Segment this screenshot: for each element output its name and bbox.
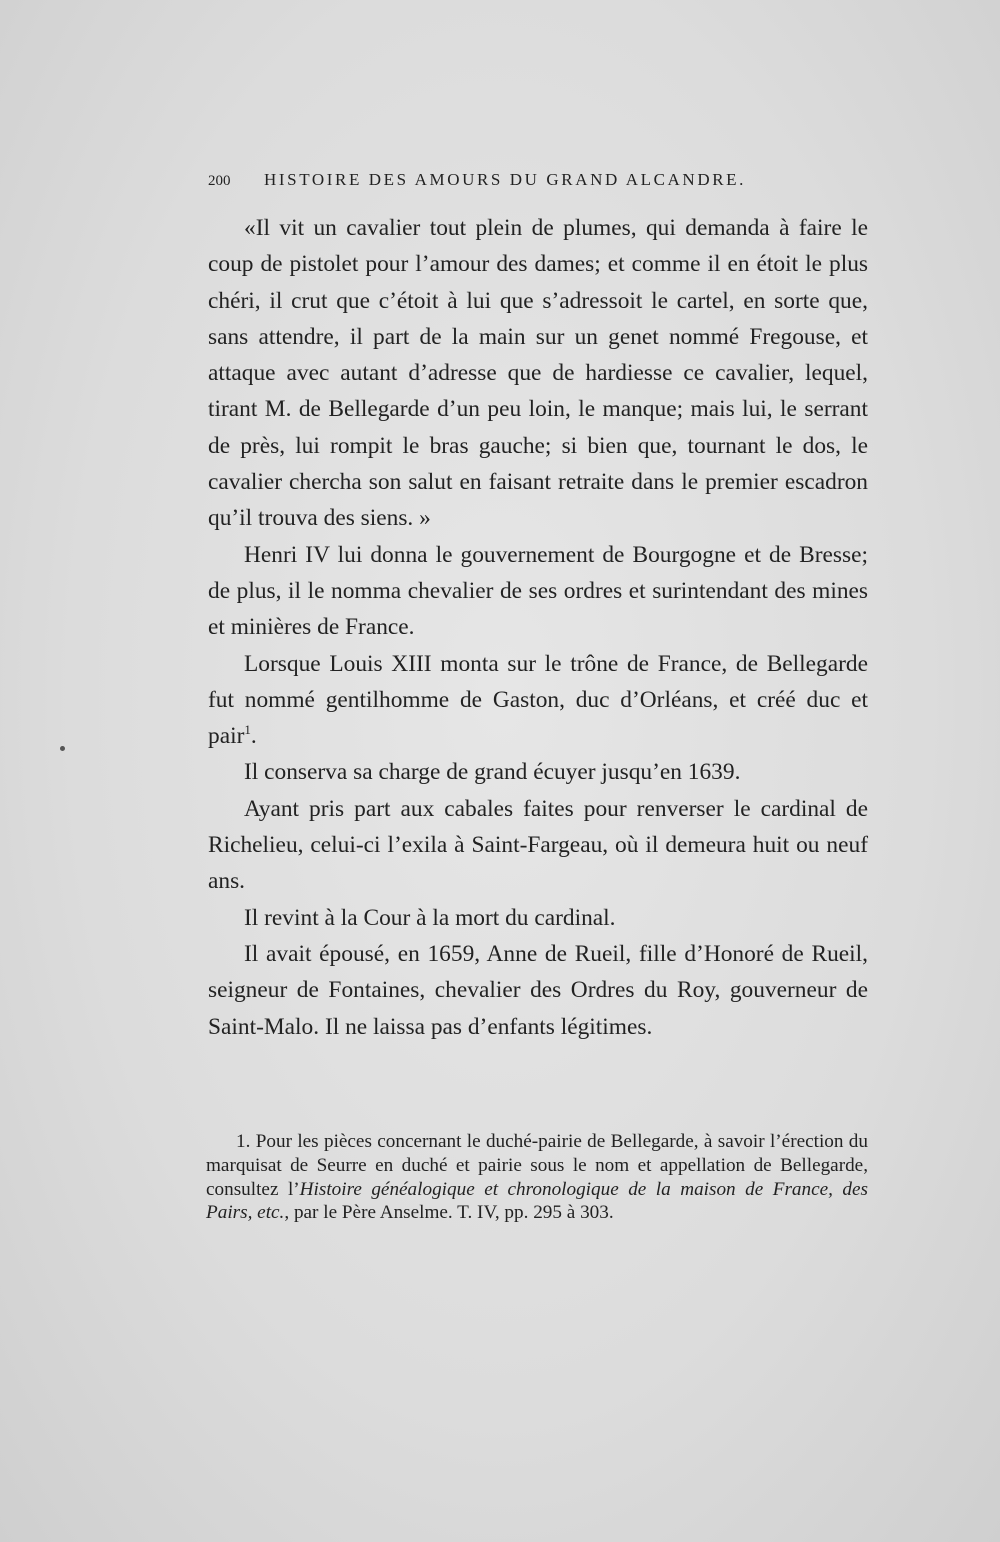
paragraph-quote: «Il vit un cavalier tout plein de plumes, qui demanda à faire le coup de pistolet pour l’amour des dames; et comme il en étoit le plus chéri, il crut que c’étoit à lui que s’adressoit le cartel, en sorte que, sans attendre, il part de la main sur un genet nommé Fregouse, et attaque avec autant d’adresse que de hardiesse ce cavalier, lequel, tirant M. de Bellegarde d’un peu loin, le manque; mais lui, le serrant de près, lui rompit le bras gauche; si bien que, tournant le dos, le cavalier chercha son salut en faisant retraite dans le premier escadron qu’il trouva des siens. »	[208, 215, 868, 532]
footnote-reference: 1	[244, 722, 251, 738]
footnotes	[206, 1130, 868, 1225]
paper-speck	[60, 746, 65, 751]
page-number: 200	[208, 173, 231, 189]
paragraph-ecuyer: Il conserva sa charge de grand écuyer jusqu’en 1639.	[244, 759, 741, 786]
paragraph-cour: Il revint à la Cour à la mort du cardinal.	[244, 904, 616, 931]
footnote-number: 1.	[236, 1131, 251, 1152]
footnote-text-end: , par le Père Anselme. T. IV, pp. 295 à 303.	[284, 1202, 614, 1224]
footnote-italic-title: Histoire généalogique et chronologique de la maison de France, des Pairs, etc.	[206, 1178, 868, 1224]
body-text	[208, 210, 868, 1045]
paragraph-mariage: Il avait épousé, en 1659, Anne de Rueil, fille d’Honoré de Rueil, seigneur de Fontaines, chevalier des Ordres du Roy, gouverneur de Saint-Malo. Il ne laissa pas d’enfants légitimes.	[208, 940, 868, 1040]
paragraph-henri: Henri IV lui donna le gouvernement de Bourgogne et de Bresse; de plus, il le nomma chevalier de ses ordres et surintendant des mines et minières de France.	[208, 541, 868, 641]
paragraph-richelieu: Ayant pris part aux cabales faites pour renverser le cardinal de Richelieu, celui-ci l’exila à Saint-Fargeau, où il demeura huit ou neuf ans.	[208, 795, 868, 895]
running-header	[208, 170, 808, 198]
paragraph-louis-end: .	[250, 723, 257, 750]
footnote-text: Pour les pièces concernant le duché-pairie de Bellegarde, à savoir l’érection du marquisat de Seurre en duché et pairie sous le nom et appellation de Bellegarde, consultez l’	[206, 1131, 868, 1200]
paragraph-louis	[208, 646, 868, 755]
footnote-1	[206, 1130, 868, 1225]
running-title: HISTOIRE DES AMOURS DU GRAND ALCANDRE.	[264, 170, 746, 189]
paragraph-louis-text: Lorsque Louis XIII monta sur le trône de France, de Bellegarde fut nommé gentilhomme de Gaston, duc d’Orléans, et créé duc et pair	[208, 650, 868, 750]
